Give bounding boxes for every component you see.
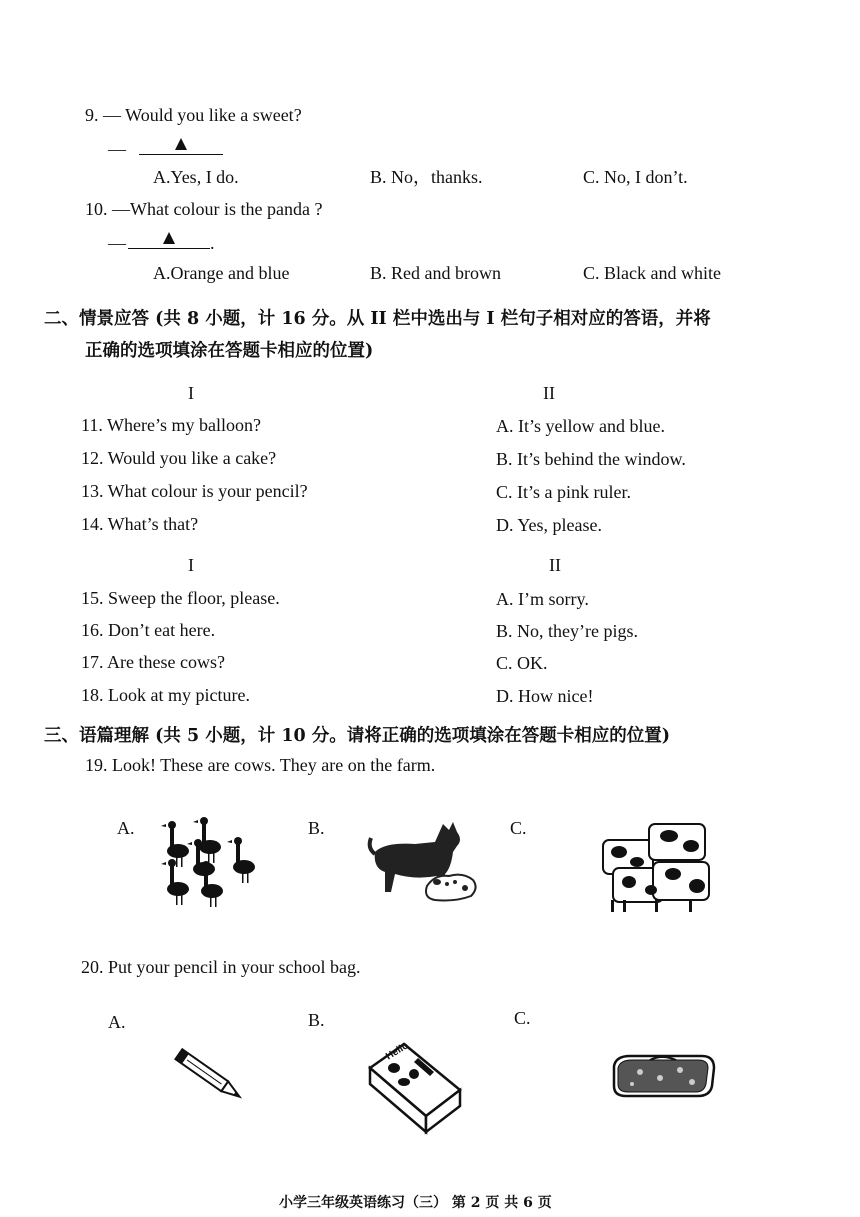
reply-b-1: B. It’s behind the window. bbox=[496, 449, 686, 469]
reply-b-2: B. No, they’re pigs. bbox=[496, 621, 638, 641]
period: . bbox=[210, 233, 215, 253]
section-2-heading: 二、情景应答 (共 8 小题，计 16 分。从 II 栏中选出与 I 栏句子相对应的答语，并将 bbox=[44, 309, 711, 329]
option-19b-label: B. bbox=[308, 818, 325, 838]
section-3-heading: 三、语篇理解 (共 5 小题，计 10 分。请将正确的选项填涂在答题卡相应的位置) bbox=[44, 726, 671, 746]
dash: — bbox=[108, 233, 126, 253]
section-2-heading-cont: 正确的选项填涂在答题卡相应的位置) bbox=[85, 341, 374, 361]
question-10: 10. —What colour is the panda ? bbox=[85, 199, 323, 219]
option-19a-label: A. bbox=[117, 818, 135, 838]
box-brand-text: Hello bbox=[384, 1040, 411, 1063]
question-9: 9. — Would you like a sweet? bbox=[85, 105, 302, 125]
reply-c-2: C. OK. bbox=[496, 653, 548, 673]
cows-icon bbox=[593, 816, 715, 916]
column-ii-label: II bbox=[543, 383, 555, 403]
question-19: 19. Look! These are cows. They are on the farm. bbox=[85, 755, 436, 775]
pencil-icon bbox=[170, 1046, 250, 1106]
reply-a-2: A. I’m sorry. bbox=[496, 589, 589, 609]
page-footer: 小学三年级英语练习（三） 第 2 页 共 6 页 bbox=[279, 1195, 552, 1211]
option-20a-label: A. bbox=[108, 1012, 126, 1032]
item-15: 15. Sweep the floor, please. bbox=[81, 588, 280, 608]
option-10a: A.Orange and blue bbox=[153, 263, 290, 283]
item-12: 12. Would you like a cake? bbox=[81, 448, 277, 468]
reply-d-1: D. Yes, please. bbox=[496, 515, 602, 535]
column-i-label: I bbox=[188, 383, 194, 403]
option-20b-label: B. bbox=[308, 1010, 325, 1030]
item-11: 11. Where’s my balloon? bbox=[81, 415, 261, 435]
answer-line-10 bbox=[108, 232, 215, 254]
answer-blank bbox=[128, 234, 210, 249]
question-20: 20. Put your pencil in your school bag. bbox=[81, 957, 361, 977]
item-17: 17. Are these cows? bbox=[81, 652, 225, 672]
reply-c-1: C. It’s a pink ruler. bbox=[496, 482, 631, 502]
reply-d-2: D. How nice! bbox=[496, 686, 594, 706]
option-9c: C. No, I don’t. bbox=[583, 167, 688, 187]
option-9a: A.Yes, I do. bbox=[153, 167, 239, 187]
reply-a-1: A. It’s yellow and blue. bbox=[496, 416, 665, 436]
answer-line-9 bbox=[108, 138, 223, 160]
column-ii-label-2: II bbox=[549, 555, 561, 575]
answer-blank bbox=[139, 140, 223, 155]
triangle-icon bbox=[163, 232, 175, 244]
item-13: 13. What colour is your pencil? bbox=[81, 481, 308, 501]
geese-icon bbox=[160, 815, 270, 915]
triangle-icon bbox=[175, 138, 187, 150]
pencil-case-icon bbox=[610, 1052, 716, 1100]
pencil-box-icon bbox=[364, 1038, 468, 1138]
option-9b: B. No，thanks. bbox=[370, 167, 483, 187]
item-16: 16. Don’t eat here. bbox=[81, 620, 216, 640]
dash: — bbox=[108, 139, 126, 159]
option-10b: B. Red and brown bbox=[370, 263, 501, 283]
item-14: 14. What’s that? bbox=[81, 514, 199, 534]
option-19c-label: C. bbox=[510, 818, 527, 838]
dogs-icon bbox=[365, 812, 485, 912]
column-i-label-2: I bbox=[188, 555, 194, 575]
option-10c: C. Black and white bbox=[583, 263, 721, 283]
option-20c-label: C. bbox=[514, 1008, 531, 1028]
item-18: 18. Look at my picture. bbox=[81, 685, 250, 705]
